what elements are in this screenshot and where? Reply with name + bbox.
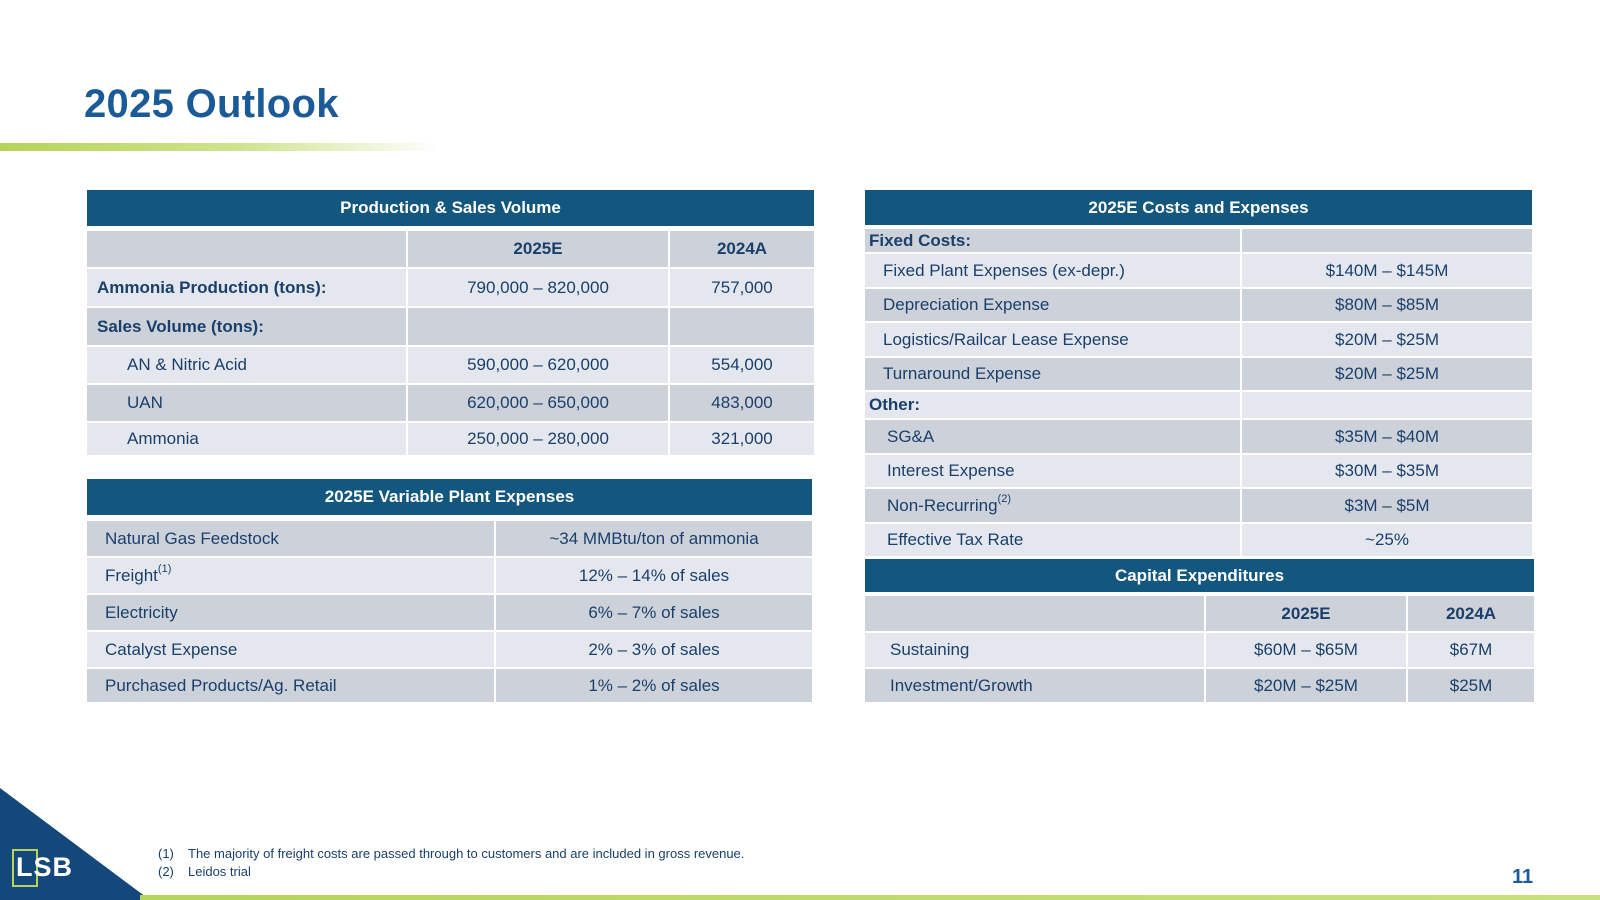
table-row xyxy=(87,346,814,384)
table-row xyxy=(87,668,812,703)
value-2025e: 790,000 – 820,000 xyxy=(407,268,669,307)
value-2024a: 483,000 xyxy=(669,384,814,422)
row-label: Logistics/Railcar Lease Expense xyxy=(865,322,1241,357)
value-2024a: 321,000 xyxy=(669,422,814,456)
row-value: 6% – 7% of sales xyxy=(495,594,812,631)
column-header-2025e: 2025E xyxy=(407,231,669,268)
row-value: $30M – $35M xyxy=(1241,454,1532,488)
table-row xyxy=(865,488,1532,523)
table-row xyxy=(865,357,1532,391)
production-sales-table xyxy=(87,190,814,457)
footnote-marker: (2) xyxy=(997,492,1011,505)
row-value: 12% – 14% of sales xyxy=(495,557,812,594)
table-row xyxy=(865,229,1532,253)
footnote-item: (2) Leidos trial xyxy=(158,864,251,879)
page-title: 2025 Outlook xyxy=(84,82,339,126)
title-underline-accent xyxy=(0,143,440,151)
value-2025e: 620,000 – 650,000 xyxy=(407,384,669,422)
row-value: $140M – $145M xyxy=(1241,253,1532,288)
row-value: ~25% xyxy=(1241,523,1532,557)
value-2024a: 757,000 xyxy=(669,268,814,307)
table-row xyxy=(865,253,1532,288)
row-label: Ammonia Production (tons): xyxy=(87,268,407,307)
table-row xyxy=(87,422,814,456)
footnote-marker: (1) xyxy=(157,562,172,575)
value-2025e: 590,000 – 620,000 xyxy=(407,346,669,384)
table-row xyxy=(87,384,814,422)
table-row xyxy=(865,632,1534,668)
capital-expenditures-table xyxy=(865,559,1534,704)
row-label: Fixed Plant Expenses (ex-depr.) xyxy=(865,253,1241,288)
footnotes xyxy=(158,845,744,881)
row-value: $80M – $85M xyxy=(1241,288,1532,322)
costs-table-header: 2025E Costs and Expenses xyxy=(865,190,1532,226)
production-column-header-row xyxy=(87,231,814,268)
row-label: Ammonia xyxy=(87,422,407,456)
value-2025e: $20M – $25M xyxy=(1205,668,1407,703)
column-header-2025e: 2025E xyxy=(1205,596,1407,632)
variable-plant-expenses-table xyxy=(87,479,812,704)
table-row xyxy=(87,557,812,594)
table-row xyxy=(865,322,1532,357)
table-row xyxy=(87,307,814,346)
value-2025e: $60M – $65M xyxy=(1205,632,1407,668)
table-row xyxy=(87,631,812,668)
row-label: Investment/Growth xyxy=(865,668,1205,703)
row-label: Electricity xyxy=(87,594,495,631)
row-value: 1% – 2% of sales xyxy=(495,668,812,703)
row-label: Non-Recurring$^{(2)}$ xyxy=(865,488,1241,523)
capex-column-header-row xyxy=(865,596,1534,632)
value-2024a: 554,000 xyxy=(669,346,814,384)
row-value: $3M – $5M xyxy=(1241,488,1532,523)
section-label: Other: xyxy=(865,391,1241,419)
value-2025e: 250,000 – 280,000 xyxy=(407,422,669,456)
row-label: UAN xyxy=(87,384,407,422)
section-label: Fixed Costs: xyxy=(865,229,1241,253)
footnote-item: (1) The majority of freight costs are passed through to customers and are included in gross revenue. xyxy=(158,846,745,861)
production-table-header: Production & Sales Volume xyxy=(87,190,814,227)
capex-table-header: Capital Expenditures xyxy=(865,559,1534,593)
row-label: Freight$^{(1)}$ xyxy=(87,557,495,594)
value-2024a: $25M xyxy=(1407,668,1534,703)
table-row xyxy=(865,523,1532,557)
variable-table-header: 2025E Variable Plant Expenses xyxy=(87,479,812,516)
table-row xyxy=(87,268,814,307)
column-header-2024a: 2024A xyxy=(1407,596,1534,632)
page-number: 11 xyxy=(1512,866,1534,888)
row-label: Catalyst Expense xyxy=(87,631,495,668)
section-label: Sales Volume (tons): xyxy=(87,307,407,346)
costs-expenses-table xyxy=(865,190,1532,558)
row-label: SG&A xyxy=(865,419,1241,454)
table-row xyxy=(865,419,1532,454)
table-row xyxy=(865,668,1534,703)
row-value: $35M – $40M xyxy=(1241,419,1532,454)
row-label: Interest Expense xyxy=(865,454,1241,488)
value-2024a: $67M xyxy=(1407,632,1534,668)
row-label: AN & Nitric Acid xyxy=(87,346,407,384)
table-row xyxy=(865,454,1532,488)
row-label: Depreciation Expense xyxy=(865,288,1241,322)
row-label: Purchased Products/Ag. Retail xyxy=(87,668,495,703)
row-value: $20M – $25M xyxy=(1241,357,1532,391)
bottom-accent-bar xyxy=(140,895,1600,900)
table-row xyxy=(865,288,1532,322)
row-label: Effective Tax Rate xyxy=(865,523,1241,557)
table-row xyxy=(865,391,1532,419)
row-label: Natural Gas Feedstock xyxy=(87,521,495,557)
company-logo: LSB xyxy=(16,852,73,882)
row-value: ~34 MMBtu/ton of ammonia xyxy=(495,521,812,557)
row-label: Turnaround Expense xyxy=(865,357,1241,391)
table-row xyxy=(87,594,812,631)
column-header-2024a: 2024A xyxy=(669,231,814,268)
row-value: $20M – $25M xyxy=(1241,322,1532,357)
row-value: 2% – 3% of sales xyxy=(495,631,812,668)
table-row xyxy=(87,521,812,557)
row-label: Sustaining xyxy=(865,632,1205,668)
